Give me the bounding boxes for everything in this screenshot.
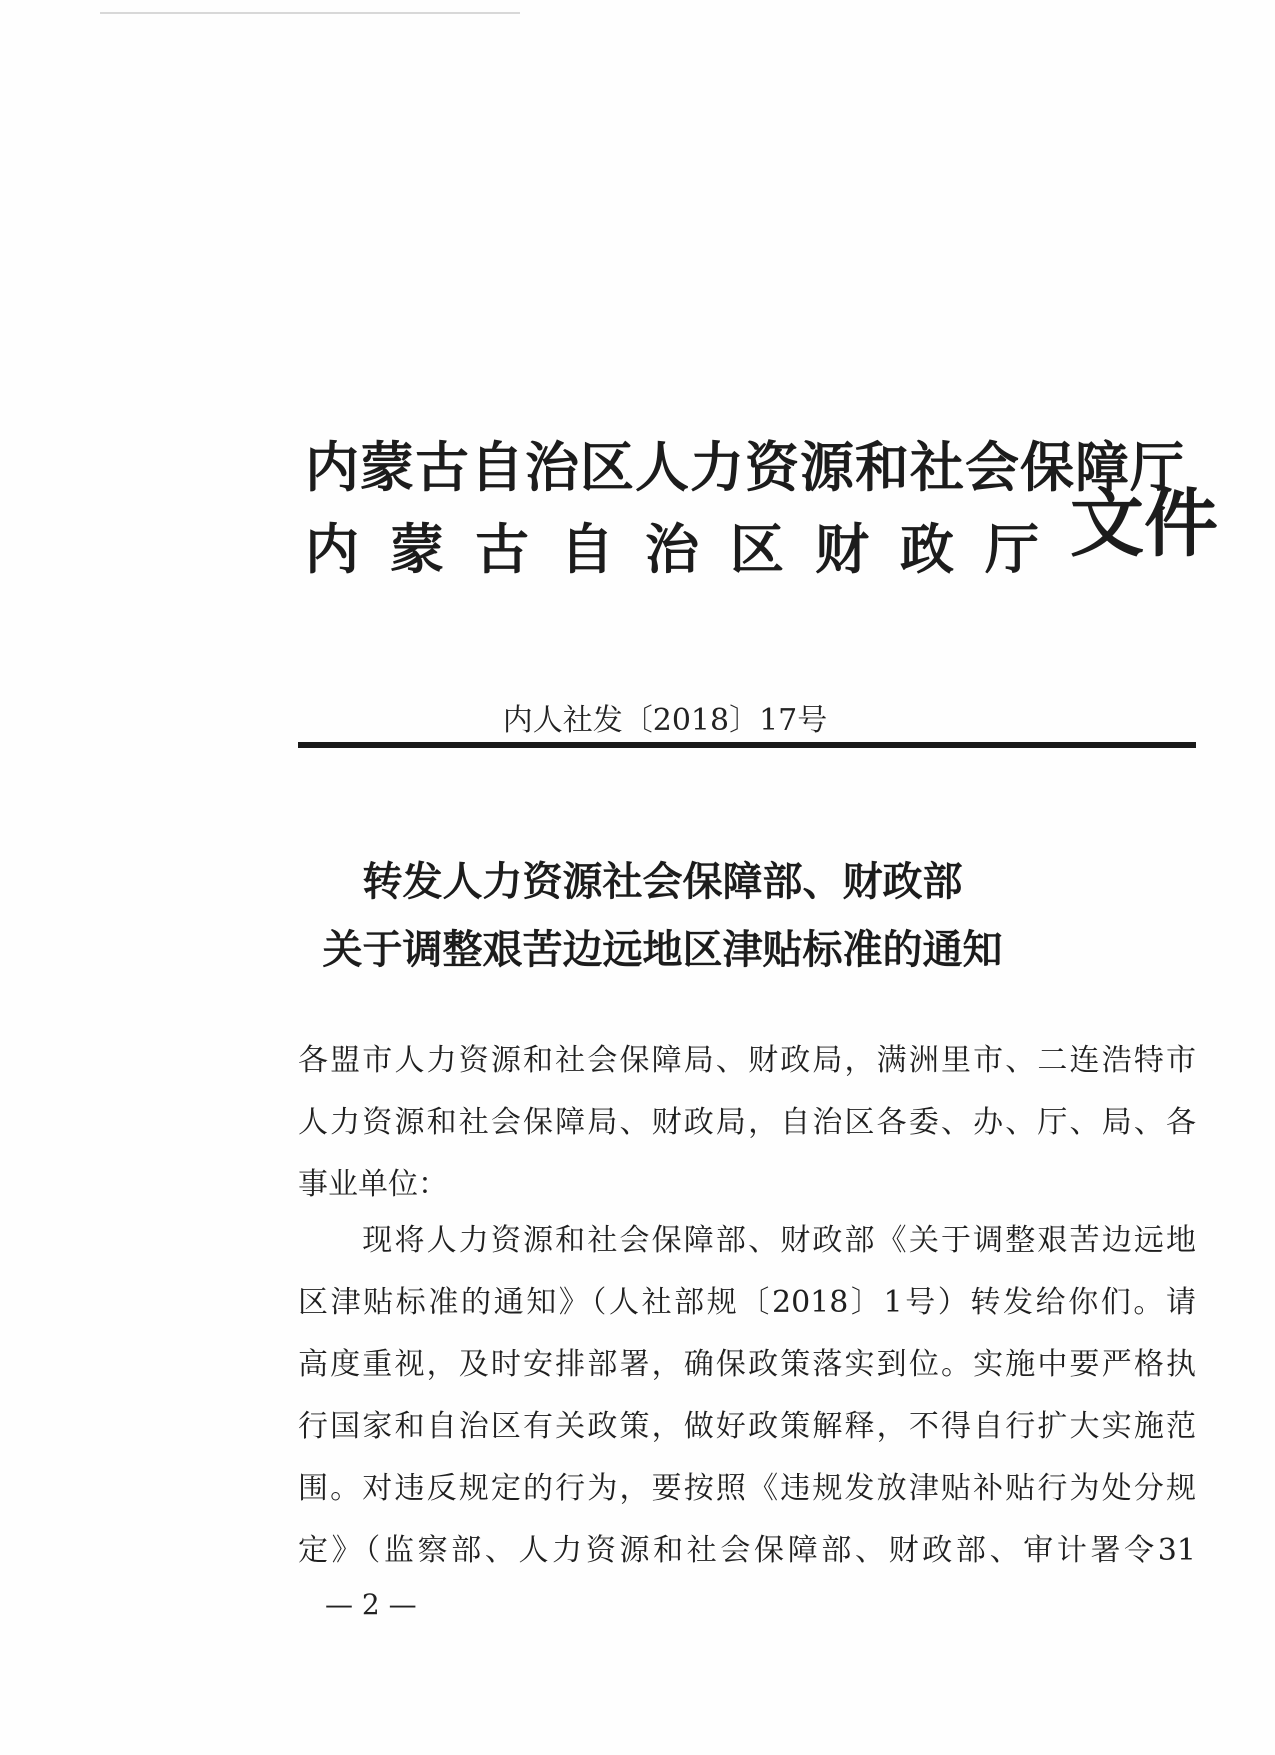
addressee-line: 人力资源和社会保障局、财政局，自治区各委、办、厅、局、各 xyxy=(298,1105,1196,1140)
document-number: 内人社发〔2018〕17号 xyxy=(502,703,828,738)
addressee-line: 各盟市人力资源和社会保障局、财政局，满洲里市、二连浩特市 xyxy=(298,1043,1196,1078)
body-line: 现将人力资源和社会保障部、财政部《关于调整艰苦边远地 xyxy=(298,1223,1196,1258)
doc-type-label: 文件 xyxy=(1070,481,1218,567)
body-line: 围。对违反规定的行为，要按照《违规发放津贴补贴行为处分规 xyxy=(298,1471,1196,1506)
issuer-line-2: 内蒙古自治区财政厅 xyxy=(305,517,1070,581)
issuer-line-1: 内蒙古自治区人力资源和社会保障厅 xyxy=(305,435,1185,499)
addressee-line: 事业单位： xyxy=(298,1167,448,1202)
body-line: 定》（监察部、人力资源和社会保障部、财政部、审计署令31 xyxy=(298,1533,1196,1568)
body-line: 高度重视，及时安排部署，确保政策落实到位。实施中要严格执 xyxy=(298,1347,1196,1382)
header-divider xyxy=(298,742,1196,748)
body-paragraph xyxy=(298,1210,1196,1582)
scan-edge-mark xyxy=(100,12,520,14)
title-line-1: 转发人力资源社会保障部、财政部 xyxy=(362,858,963,905)
title-line-2: 关于调整艰苦边远地区津贴标准的通知 xyxy=(322,926,1003,973)
body-line: 行国家和自治区有关政策，做好政策解释，不得自行扩大实施范 xyxy=(298,1409,1196,1444)
document-header xyxy=(305,425,1218,595)
body-line: 区津贴标准的通知》（人社部规〔2018〕1号）转发给你们。请 xyxy=(298,1285,1196,1320)
addressee-block xyxy=(298,1030,1196,1216)
page-number: — 2 — xyxy=(325,1588,417,1621)
